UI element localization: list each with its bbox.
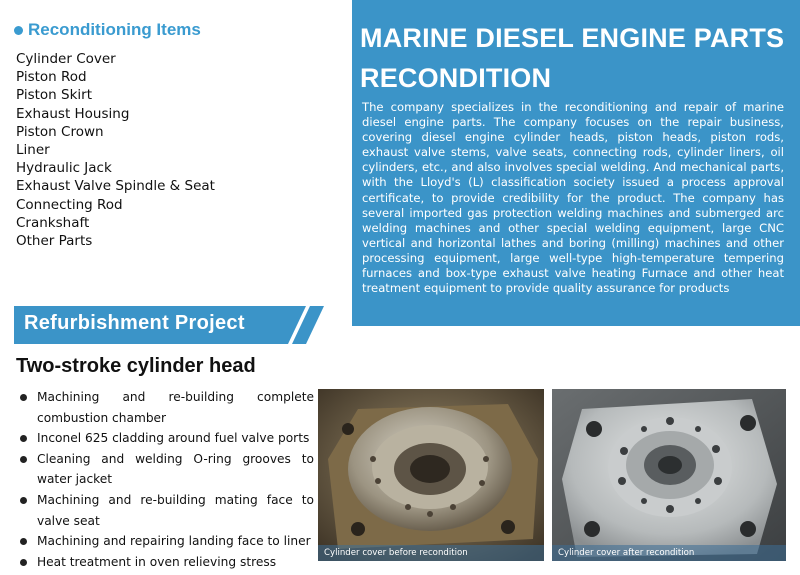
photo-caption-before: Cylinder cover before recondition (318, 545, 544, 561)
bullet-icon (20, 559, 27, 566)
reconditioning-heading (14, 20, 201, 40)
refurbishment-bullets (20, 387, 314, 572)
panel-title-line2: RECONDITION (360, 63, 552, 93)
bullet-text: Inconel 625 cladding around fuel valve ports (37, 431, 310, 446)
panel-body-text: The company specializes in the reconditioning and repair of marine diesel engine parts. The company focuses on the repair business, covering diesel engine cylinder heads, piston heads, piston rods, exhaust valve stems, valve seats, connecting rods, cylinder liners, oil cylinders, etc., and also involves special welding. And mechanical parts, with the Lloyd's (L) classification society issued a process approval certificate, to provide credibility for the product. The company has several imported gas protection welding machines and submerged arc welding machines and other special welding equipment, large CNC vertical and horizontal lathes and boring (milling) machines and other processing equipment, large well-type high-temperature tempering furnaces and box-type exhaust valve heating Furnace and other heat treatment equipment to provide quality assurance for products (362, 100, 784, 296)
list-item (20, 449, 314, 490)
reconditioning-heading-text: Reconditioning Items (28, 20, 201, 39)
bullet-text: Heat treatment in oven relieving stress (37, 554, 277, 569)
list-item: Piston Crown (16, 123, 104, 140)
list-item (20, 387, 314, 428)
bullet-icon (20, 538, 27, 545)
list-item: Piston Rod (16, 69, 87, 86)
bullet-text: Machining and re-building mating face to valve seat (37, 492, 314, 528)
bullet-icon (20, 435, 27, 442)
reconditioning-items-list (16, 50, 215, 250)
section-subtitle: Two-stroke cylinder head (16, 355, 256, 377)
panel-title-line1: MARINE DIESEL ENGINE PARTS (360, 23, 785, 53)
list-item: Connecting Rod (16, 196, 123, 213)
cylinder-cover-before-image (318, 389, 544, 561)
bullet-icon (20, 456, 27, 463)
refurbishment-banner (14, 306, 324, 344)
bullet-icon (20, 497, 27, 504)
cylinder-cover-after-image (552, 389, 786, 561)
list-item: Crankshaft (16, 214, 90, 231)
list-item (20, 552, 314, 573)
panel-title (360, 18, 790, 98)
list-item: Hydraulic Jack (16, 160, 112, 177)
list-item: Exhaust Housing (16, 105, 130, 122)
list-item (20, 490, 314, 531)
photo-after-recondition (552, 389, 786, 561)
bullet-dot-icon (14, 26, 23, 35)
list-item: Exhaust Valve Spindle & Seat (16, 178, 215, 195)
photo-caption-after: Cylinder cover after recondition (552, 545, 786, 561)
description-panel (352, 0, 800, 326)
bullet-icon (20, 394, 27, 401)
list-item: Liner (16, 142, 50, 159)
bullet-text: Machining and repairing landing face to liner (37, 534, 311, 549)
bullet-text: Cleaning and welding O-ring grooves to water jacket (37, 451, 314, 487)
photo-before-recondition (318, 389, 544, 561)
bullet-text: Machining and re-building complete combustion chamber (37, 390, 314, 425)
list-item: Cylinder Cover (16, 51, 116, 67)
list-item: Piston Skirt (16, 87, 93, 104)
refurbishment-banner-label: Refurbishment Project (24, 312, 245, 334)
list-item (20, 428, 314, 449)
list-item (20, 531, 314, 552)
list-item: Other Parts (16, 233, 93, 250)
